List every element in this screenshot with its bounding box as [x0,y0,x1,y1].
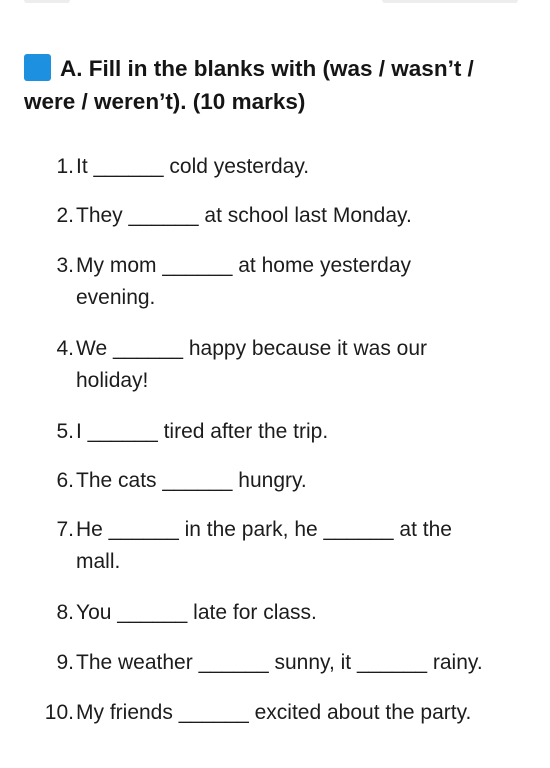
top-divider-right [382,0,518,3]
question-text: The cats ______ hungry. [76,469,307,492]
question-number: 2. [56,204,74,227]
blue-square-icon [24,54,51,81]
question-text: I ______ tired after the trip. [76,420,329,443]
question-text: My friends ______ excited about the party. [76,701,472,724]
question-number: 9. [56,651,74,674]
question-number: 7. [56,518,74,541]
question-number: 6. [56,469,74,492]
question-text: We ______ happy because it was our holiday! [76,337,428,392]
top-divider-left [24,0,70,3]
question-number: 10. [44,701,74,724]
question-number: 3. [56,254,74,277]
question-text: You ______ late for class. [76,601,317,624]
question-number: 4. [56,337,74,360]
section-heading [24,52,529,118]
question-text: The weather ______ sunny, it ______ rainy. [76,651,483,674]
question-number: 8. [56,601,74,624]
question-number: 5. [56,420,74,443]
question-number: 1. [56,155,74,178]
question-text: It ______ cold yesterday. [76,155,310,178]
question-text: He ______ in the park, he ______ at the mall. [76,518,452,573]
question-text: My mom ______ at home yesterday evening. [76,254,411,309]
question-text: They ______ at school last Monday. [76,204,412,227]
section-heading-text: A. Fill in the blanks with (was / wasn’t / were / weren’t). (10 marks) [24,56,474,114]
